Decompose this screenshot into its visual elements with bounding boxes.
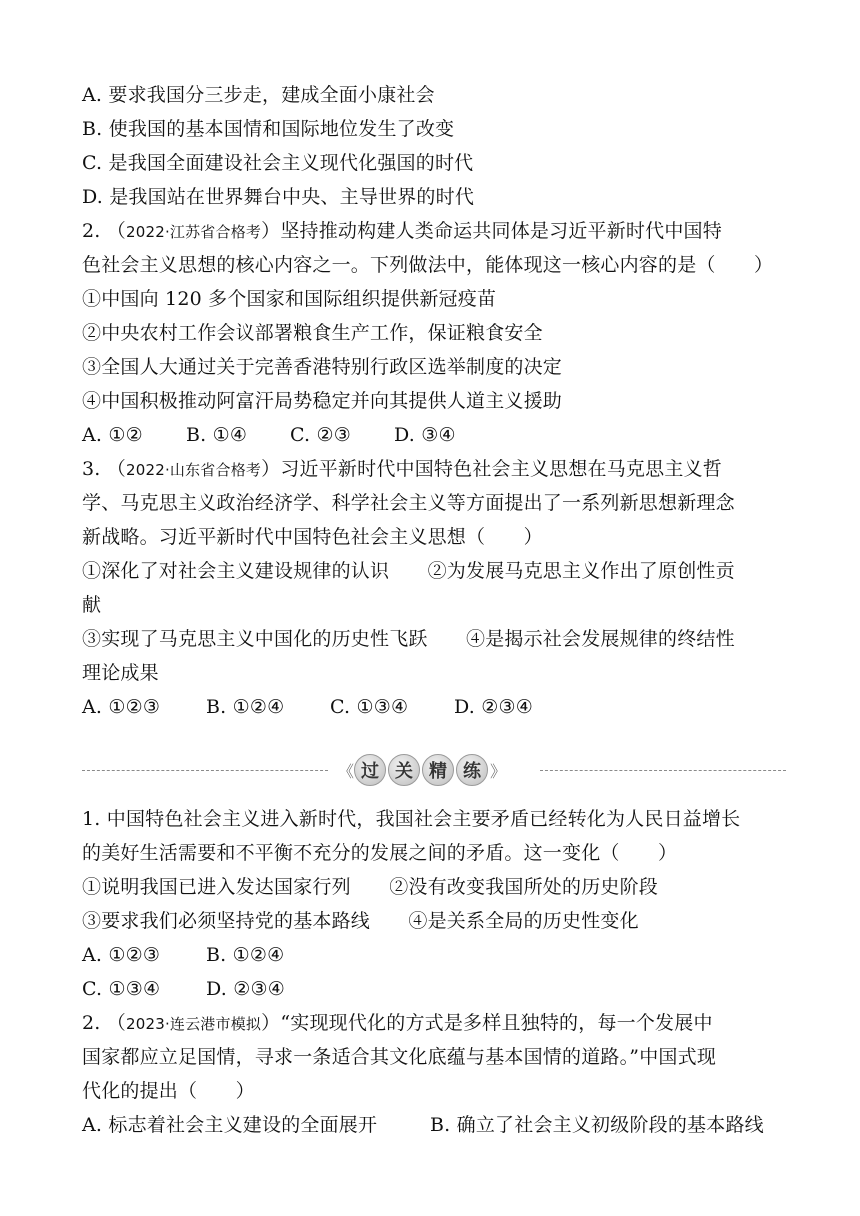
- p2-stem-line-3: 代化的提出（ ）: [82, 1080, 255, 1102]
- p2-option-a: A. 标志着社会主义建设的全面展开: [82, 1114, 378, 1136]
- p2-options-row-1: [82, 1108, 782, 1142]
- banner-char-3: 精: [422, 754, 454, 786]
- q3-option-d: D. ②③④: [454, 696, 533, 718]
- section-banner: [82, 744, 782, 798]
- q3-stem-line-1: [82, 452, 782, 486]
- q3-number: 3. （: [82, 458, 126, 480]
- q3-stem-a: ）习近平新时代中国特色社会主义思想在马克思主义哲: [261, 458, 722, 480]
- q3-stem-line-2: 学、马克思主义政治经济学、科学社会主义等方面提出了一系列新思想新理念: [82, 492, 735, 514]
- q3-option-b: B. ①②④: [206, 696, 285, 718]
- q3-item-line-4: 理论成果: [82, 662, 159, 684]
- q2-item-2: ②中央农村工作会议部署粮食生产工作，保证粮食安全: [82, 322, 543, 344]
- banner-rule-left: [82, 770, 328, 771]
- q1-option-d: D. 是我国站在世界舞台中央、主导世界的时代: [82, 186, 475, 208]
- q2-stem-a: ）坚持推动构建人类命运共同体是习近平新时代中国特: [261, 220, 722, 242]
- p2-stem-line-2: 国家都应立足国情，寻求一条适合其文化底蕴与基本国情的道路。”中国式现: [82, 1046, 717, 1068]
- q2-option-c: C. ②③: [290, 424, 352, 446]
- p1-options-row-2: [82, 972, 782, 1006]
- q3-item-line-2: 献: [82, 594, 102, 616]
- q2-options: [82, 418, 782, 452]
- banner-char-4: 练: [456, 754, 488, 786]
- q1-option-b: B. 使我国的基本国情和国际地位发生了改变: [82, 118, 455, 140]
- p2-number: 2. （: [82, 1012, 126, 1034]
- q1-option-a: A. 要求我国分三步走，建成全面小康社会: [82, 84, 435, 106]
- banner-char-1: 过: [354, 754, 386, 786]
- document-page: [82, 78, 782, 1142]
- q2-option-b: B. ①④: [186, 424, 248, 446]
- p2-option-b: B. 确立了社会主义初级阶段的基本路线: [430, 1114, 764, 1136]
- chevron-right-icon: 》: [490, 761, 507, 781]
- p1-option-a: A. ①②③: [82, 944, 161, 966]
- p1-option-c: C. ①③④: [82, 978, 161, 1000]
- q1-option-c: C. 是我国全面建设社会主义现代化强国的时代: [82, 152, 474, 174]
- p1-item-line-2: ③要求我们必须坚持党的基本路线 ④是关系全局的历史性变化: [82, 910, 639, 932]
- p2-stem-line-1: [82, 1006, 782, 1040]
- p1-item-line-1: ①说明我国已进入发达国家行列 ②没有改变我国所处的历史阶段: [82, 876, 659, 898]
- q2-item-1: ①中国向 120 多个国家和国际组织提供新冠疫苗: [82, 288, 497, 310]
- p1-option-b: B. ①②④: [206, 944, 285, 966]
- q3-source: 2022·山东省合格考: [125, 461, 262, 479]
- q2-item-4: ④中国积极推动阿富汗局势稳定并向其提供人道主义援助: [82, 390, 563, 412]
- q3-options: [82, 690, 782, 724]
- p1-stem-line-1: 1. 中国特色社会主义进入新时代，我国社会主要矛盾已经转化为人民日益增长: [82, 808, 741, 830]
- chevron-left-icon: 《: [338, 761, 355, 781]
- q2-stem-line-2: 色社会主义思想的核心内容之一。下列做法中，能体现这一核心内容的是（ ）: [82, 254, 774, 276]
- q3-item-line-1: ①深化了对社会主义建设规律的认识 ②为发展马克思主义作出了原创性贡: [82, 560, 735, 582]
- q2-stem-line-1: [82, 214, 782, 248]
- q3-item-line-3: ③实现了马克思主义中国化的历史性飞跃 ④是揭示社会发展规律的终结性: [82, 628, 735, 650]
- p1-stem-line-2: 的美好生活需要和不平衡不充分的发展之间的矛盾。这一变化（ ）: [82, 842, 678, 864]
- q2-number: 2. （: [82, 220, 126, 242]
- banner-title: [338, 752, 507, 788]
- p1-options-row-1: [82, 938, 782, 972]
- p1-option-d: D. ②③④: [206, 978, 285, 1000]
- q2-option-d: D. ③④: [394, 424, 456, 446]
- q3-stem-line-3: 新战略。习近平新时代中国特色社会主义思想（ ）: [82, 526, 543, 548]
- banner-char-2: 关: [388, 754, 420, 786]
- q2-option-a: A. ①②: [82, 424, 143, 446]
- q2-item-3: ③全国人大通过关于完善香港特别行政区选举制度的决定: [82, 356, 563, 378]
- banner-rule-right: [540, 770, 786, 771]
- p2-source: 2023·连云港市模拟: [125, 1015, 262, 1033]
- q2-source: 2022·江苏省合格考: [125, 223, 262, 241]
- p2-stem-a: ）“实现现代化的方式是多样且独特的，每一个发展中: [261, 1012, 713, 1034]
- q3-option-a: A. ①②③: [82, 696, 161, 718]
- q3-option-c: C. ①③④: [330, 696, 409, 718]
